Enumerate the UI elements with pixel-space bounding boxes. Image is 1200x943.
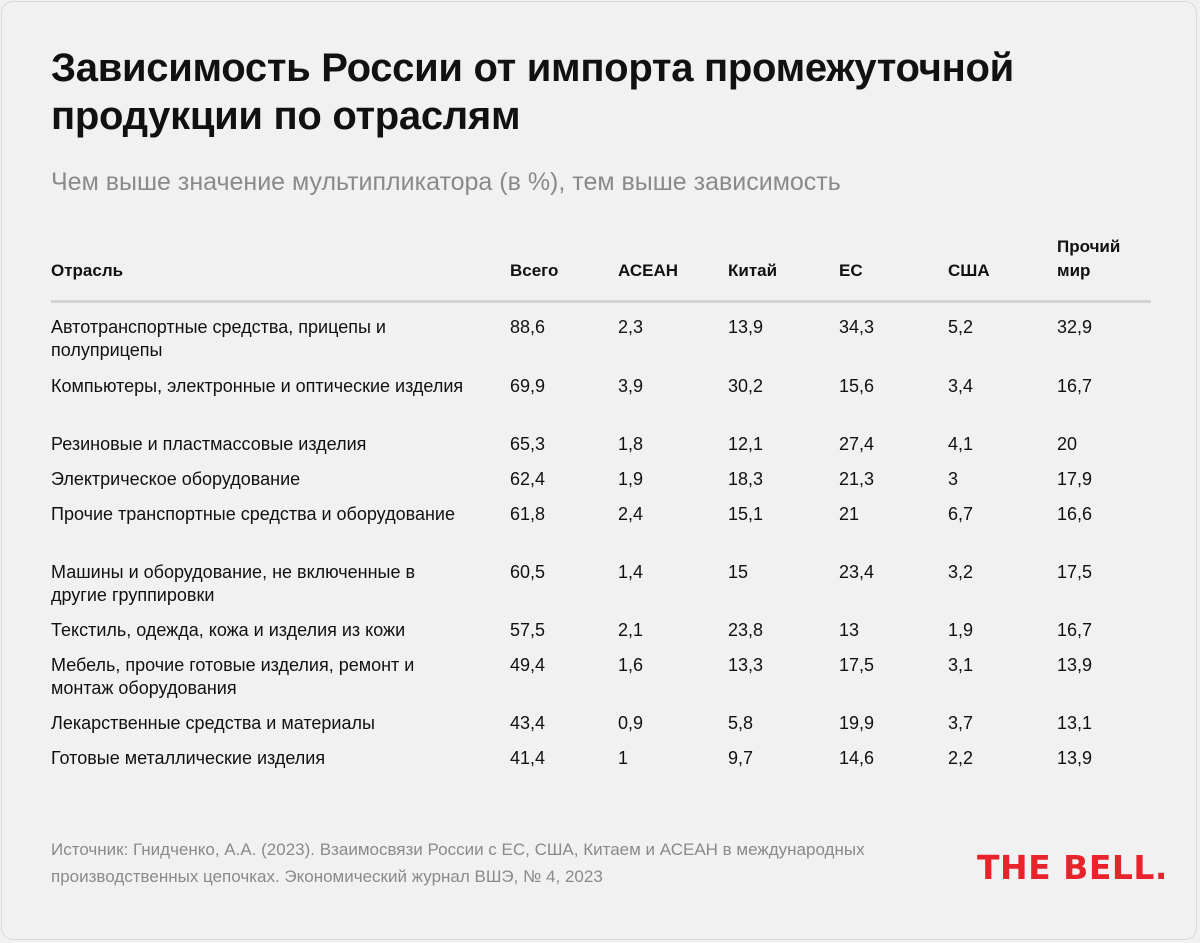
table-cell-value: 2,4 [618,504,644,524]
the-bell-logo: THE BELL. [977,848,1168,887]
industry-name: Резиновые и пластмассовые изделия [51,434,367,454]
table-cell-value: 65,3 [510,434,546,454]
data-table [51,234,1151,782]
table-cell-value: 2,1 [618,620,644,640]
column-header-usa: США [948,261,990,280]
industry-name: Мебель, прочие готовые изделия, ремонт и монтаж оборудования [51,655,415,698]
column-header-total: Всего [510,261,559,280]
table-cell-value: 1,9 [948,620,974,640]
table-row [51,561,1151,619]
table-cell-value: 13 [839,620,860,640]
industry-name: Готовые металлические изделия [51,748,326,768]
industry-name: Компьютеры, электронные и оптические изделия [51,376,464,396]
column-header-asean: АСЕАН [618,261,679,280]
table-cell-value: 4,1 [948,434,974,454]
table-cell-value: 6,7 [948,504,974,524]
table-cell-value: 13,9 [728,317,764,337]
table-cell-value: 62,4 [510,469,546,489]
table-cell-value: 15,1 [728,504,764,524]
table-cell-value: 18,3 [728,469,764,489]
table-cell-value: 16,7 [1057,376,1093,396]
table-cell-value: 27,4 [839,434,875,454]
table-cell-value: 0,9 [618,713,644,733]
table-cell-value: 17,9 [1057,469,1093,489]
table-header [51,234,1151,303]
table-cell-value: 3 [948,469,959,489]
table-cell-value: 13,9 [1057,655,1093,675]
table-cell-value: 23,4 [839,562,875,582]
table-cell-value: 17,5 [1057,562,1093,582]
table-cell-value: 20 [1057,434,1078,454]
table-row [51,619,1151,654]
table-cell-value: 34,3 [839,317,875,337]
source-note: Источник: Гнидченко, А.А. (2023). Взаимосвязи России с ЕС, США, Китаем и АСЕАН в международных производственных цепочках. Экономический журнал ВШЭ, № 4, 2023 [51,840,865,886]
table-cell-value: 1,4 [618,562,644,582]
table-cell-value: 3,4 [948,376,974,396]
table-cell-value: 41,4 [510,748,546,768]
table-cell-value: 17,5 [839,655,875,675]
chart-subtitle: Чем выше значение мультипликатора (в %), тем выше зависимость [51,168,841,196]
table-cell-value: 1,9 [618,469,644,489]
table-cell-value: 5,2 [948,317,974,337]
table-row [51,712,1151,747]
column-header-industry: Отрасль [51,261,124,280]
table-cell-value: 3,2 [948,562,974,582]
industry-name: Автотранспортные средства, прицепы и полуприцепы [51,317,386,360]
table-cell-value: 12,1 [728,434,764,454]
column-header-eu: ЕС [839,261,863,280]
table-cell-value: 88,6 [510,317,546,337]
table-row [51,375,1151,433]
column-header-rest-of-world: Прочий мир [1057,237,1121,280]
table-cell-value: 3,1 [948,655,974,675]
chart-title: Зависимость России от импорта промежуточной продукции по отраслям [51,46,1014,138]
industry-name: Электрическое оборудование [51,469,301,489]
table-cell-value: 2,2 [948,748,974,768]
table-row [51,654,1151,712]
industry-name: Текстиль, одежда, кожа и изделия из кожи [51,620,406,640]
table-cell-value: 23,8 [728,620,764,640]
table-cell-value: 1,8 [618,434,644,454]
table-row [51,503,1151,561]
table-cell-value: 14,6 [839,748,875,768]
table-cell-value: 2,3 [618,317,644,337]
table-cell-value: 9,7 [728,748,754,768]
table-cell-value: 21,3 [839,469,875,489]
table-cell-value: 57,5 [510,620,546,640]
table-cell-value: 43,4 [510,713,546,733]
table-row [51,747,1151,782]
table-cell-value: 13,3 [728,655,764,675]
table-cell-value: 69,9 [510,376,546,396]
table-cell-value: 15,6 [839,376,875,396]
table-cell-value: 49,4 [510,655,546,675]
table-row [51,468,1151,503]
table-row [51,433,1151,468]
table-row [51,316,1151,375]
table-cell-value: 5,8 [728,713,754,733]
column-header-china: Китай [728,261,778,280]
table-cell-value: 60,5 [510,562,546,582]
table-body [51,303,1151,782]
table-cell-value: 16,6 [1057,504,1093,524]
table-cell-value: 16,7 [1057,620,1093,640]
table-cell-value: 21 [839,504,860,524]
table-cell-value: 30,2 [728,376,764,396]
table-cell-value: 15 [728,562,749,582]
industry-name: Лекарственные средства и материалы [51,713,375,733]
industry-name: Прочие транспортные средства и оборудование [51,504,455,524]
table-cell-value: 3,7 [948,713,974,733]
infographic-card [1,1,1197,940]
table-cell-value: 1,6 [618,655,644,675]
table-cell-value: 19,9 [839,713,875,733]
table-cell-value: 1 [618,748,629,768]
table-cell-value: 61,8 [510,504,546,524]
table-cell-value: 13,1 [1057,713,1093,733]
table-cell-value: 13,9 [1057,748,1093,768]
table-cell-value: 32,9 [1057,317,1093,337]
industry-name: Машины и оборудование, не включенные в другие группировки [51,562,416,605]
table-cell-value: 3,9 [618,376,644,396]
